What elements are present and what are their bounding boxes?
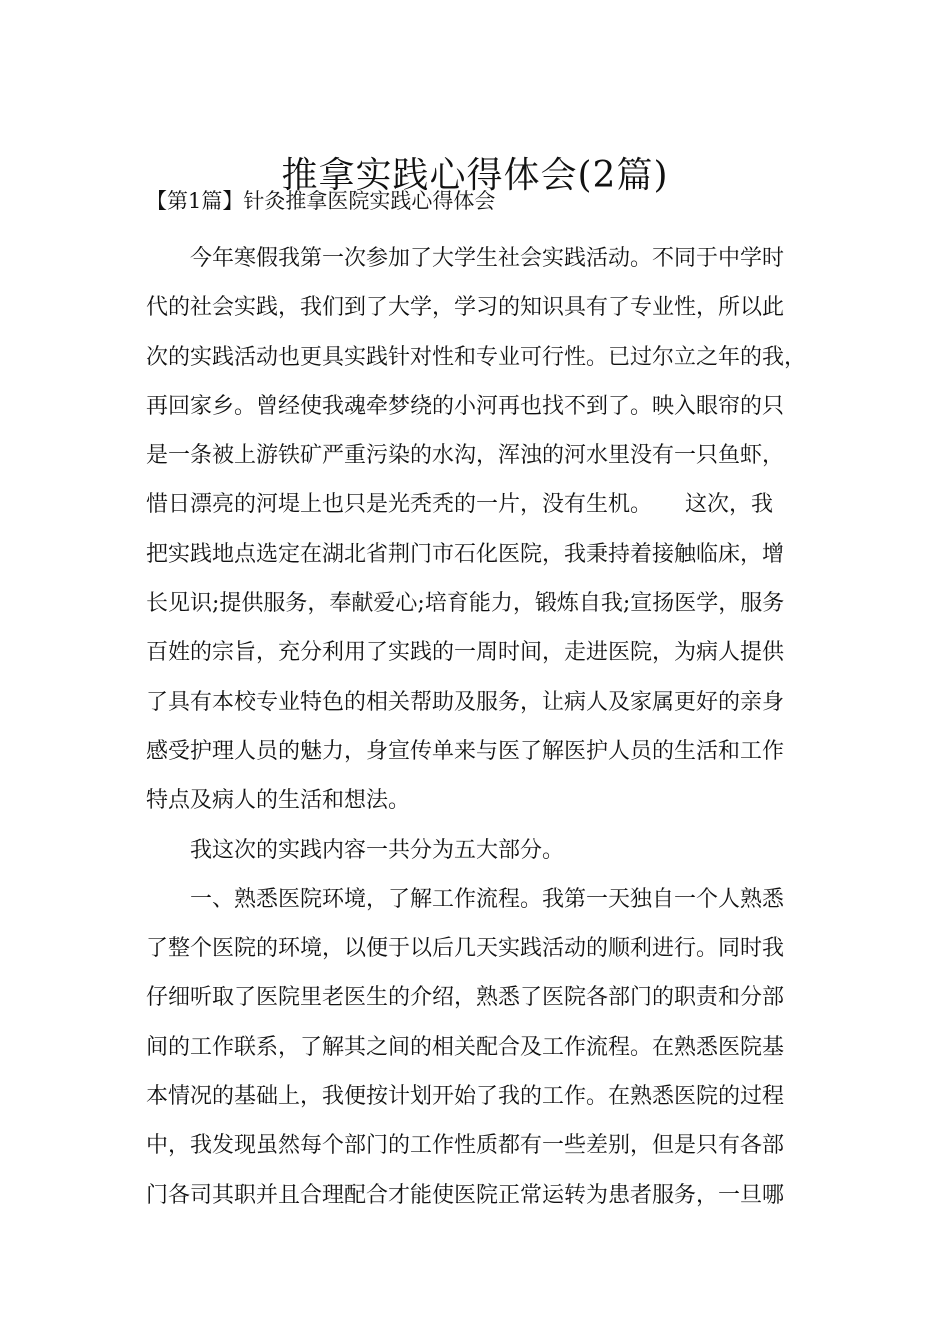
text-line: 百姓的宗旨，充分利用了实践的一周时间，走进医院，为病人提供 [146, 640, 785, 666]
text-line: 仔细听取了医院里老医生的介绍，熟悉了医院各部门的职责和分部 [146, 985, 785, 1011]
text-line: 了整个医院的环境，以便于以后几天实践活动的顺利进行。同时我 [146, 936, 785, 962]
document-body [146, 234, 826, 1220]
text-line: 了具有本校专业特色的相关帮助及服务，让病人及家属更好的亲身 [146, 689, 785, 715]
text-line: 特点及病人的生活和想法。 [146, 788, 411, 814]
text-line: 今年寒假我第一次参加了大学生社会实践活动。不同于中学时 [190, 246, 785, 271]
text-line: 中，我发现虽然每个部门的工作性质都有一些差别，但是只有各部 [146, 1133, 785, 1159]
section-heading: 【第1篇】针灸推拿医院实践心得体会 [146, 189, 496, 213]
text-line: 感受护理人员的魅力，身宣传单来与医了解医护人员的生活和工作 [146, 738, 785, 764]
text-line: 间的工作联系，了解其之间的相关配合及工作流程。在熟悉医院基 [146, 1034, 785, 1060]
text-line: 长见识;提供服务，奉献爱心;培育能力，锻炼自我;宣扬医学，服务 [146, 591, 785, 617]
text-line: 我这次的实践内容一共分为五大部分。 [190, 837, 565, 863]
text-line: 代的社会实践，我们到了大学，学习的知识具有了专业性，所以此 [146, 295, 785, 321]
text-line: 再回家乡。曾经使我魂牵梦绕的小河再也找不到了。映入眼帘的只 [146, 393, 785, 419]
text-line: 本情况的基础上，我便按计划开始了我的工作。在熟悉医院的过程 [146, 1084, 785, 1110]
text-line: 惜日漂亮的河堤上也只是光秃秃的一片，没有生机。 这次，我 [146, 492, 774, 518]
text-line: 一、熟悉医院环境，了解工作流程。我第一天独自一个人熟悉 [190, 886, 785, 912]
text-line: 是一条被上游铁矿严重污染的水沟，浑浊的河水里没有一只鱼虾， [146, 443, 785, 469]
text-line: 次的实践活动也更具实践针对性和专业可行性。已过尔立之年的我， [146, 344, 807, 370]
text-line: 把实践地点选定在湖北省荆门市石化医院，我秉持着接触临床，增 [146, 541, 785, 567]
text-line: 门各司其职并且合理配合才能使医院正常运转为患者服务，一旦哪 [146, 1182, 785, 1208]
document-title: 推拿实践心得体会(2篇) [281, 155, 669, 197]
